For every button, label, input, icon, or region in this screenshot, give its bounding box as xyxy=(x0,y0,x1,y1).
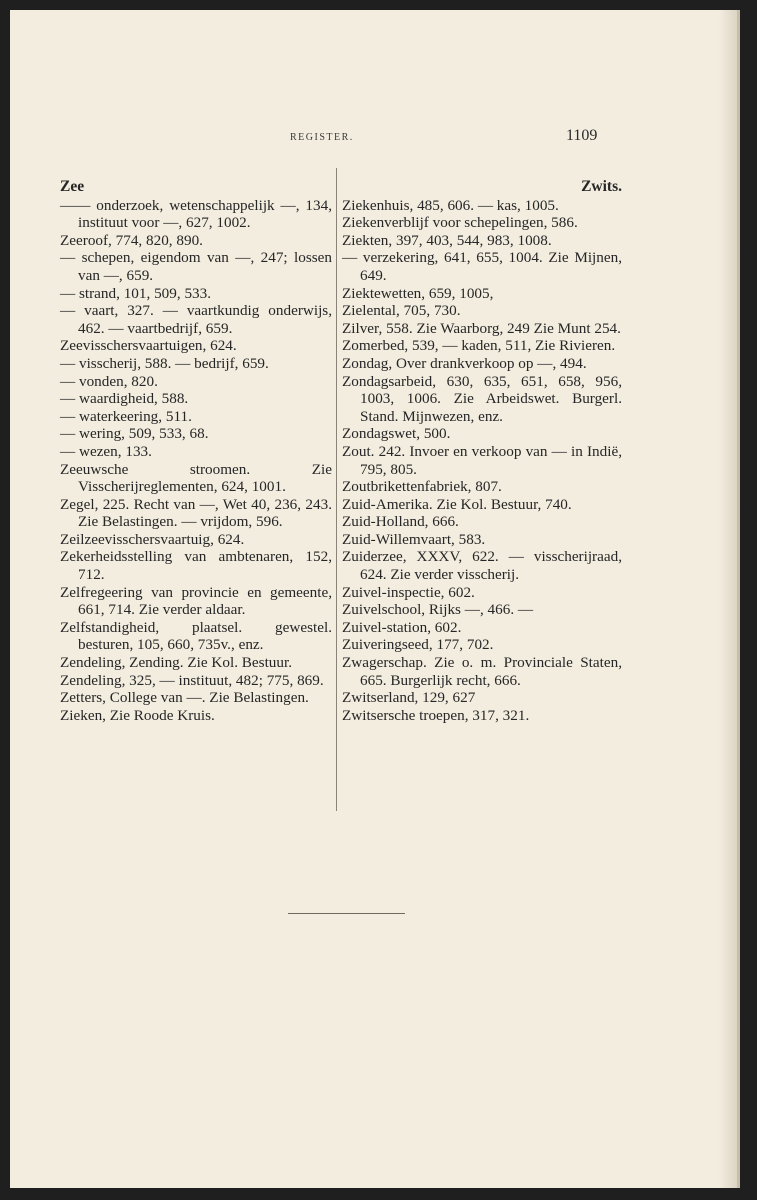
index-entry: Zuiderzee, XXXV, 622. — visscherijraad, 624. Zie verder visscherij. xyxy=(342,548,622,584)
left-running-head: Zee xyxy=(60,178,85,195)
index-entry: Zuid-Willemvaart, 583. xyxy=(342,530,486,548)
index-entry: Zomerbed, 539, — kaden, 511, Zie Rivieren. xyxy=(342,337,616,355)
index-entry: Zeeuwsche stroomen. Zie Visscherijreglementen, 624, 1001. xyxy=(60,460,332,496)
right-running-head: Zwits. xyxy=(581,178,622,195)
index-entry: Zwagerschap. Zie o. m. Provinciale Staten, 665. Burgerlijk recht, 666. xyxy=(342,654,622,689)
index-entry: Zwitserland, 129, 627 xyxy=(342,689,476,707)
index-entry: Zondagsarbeid, 630, 635, 651, 658, 956, 1003, 1006. Zie Arbeidswet. Burgerl. Stand. Mijnwezen, enz. xyxy=(342,372,622,425)
index-entry: Ziekenhuis, 485, 606. — kas, 1005. xyxy=(342,196,559,214)
index-entry: Zuivel-inspectie, 602. xyxy=(342,583,475,601)
index-entry: Zeilzeevisschersvaartuig, 624. xyxy=(60,530,245,548)
index-entry: Zekerheidsstelling van ambtenaren, 152, 712. xyxy=(60,548,332,584)
index-entry: Zielental, 705, 730. xyxy=(342,302,461,320)
index-entry: Zuid-Holland, 666. xyxy=(342,513,459,531)
index-entry: Zuivel-station, 602. xyxy=(342,618,462,636)
index-entry: Zuiveringseed, 177, 702. xyxy=(342,636,494,654)
index-entry: — schepen, eigendom van —, 247; lossen van —, 659. xyxy=(60,249,332,284)
index-entry: Zieken, Zie Roode Kruis. xyxy=(60,706,215,724)
index-entry: Zout. 242. Invoer en verkoop van — in Indië, 795, 805. xyxy=(342,442,622,478)
index-entry: Zondagswet, 500. xyxy=(342,425,451,443)
index-entry: — waterkeering, 511. xyxy=(60,407,192,425)
index-entry: — visscherij, 588. — bedrijf, 659. xyxy=(60,354,269,372)
index-entry: Zuivelschool, Rijks —, 466. — xyxy=(342,601,534,619)
index-entry: Zelfregeering van provincie en gemeente, 661, 714. Zie verder aldaar. xyxy=(60,583,332,619)
footer-rule xyxy=(288,913,405,914)
index-entry: — vonden, 820. xyxy=(60,372,158,390)
index-entry: — strand, 101, 509, 533. xyxy=(60,284,212,302)
index-entry: — vaart, 327. — vaartkundig onderwijs, 462. — vaartbedrijf, 659. xyxy=(60,302,332,337)
index-entry: Zilver, 558. Zie Waarborg, 249 Zie Munt 254. xyxy=(342,319,621,337)
left-entry-list xyxy=(60,197,332,725)
index-entry: — verzekering, 641, 655, 1004. Zie Mijnen, 649. xyxy=(342,249,622,284)
page-header-label: REGISTER. xyxy=(290,132,354,143)
index-entry: Ziekten, 397, 403, 544, 983, 1008. xyxy=(342,231,552,249)
index-entry: Zeevisschersvaartuigen, 624. xyxy=(60,337,237,355)
index-entry: — waardigheid, 588. xyxy=(60,390,189,408)
index-entry: Ziektewetten, 659, 1005, xyxy=(342,284,494,302)
index-entry: Zendeling, 325, — instituut, 482; 775, 869. xyxy=(60,671,324,689)
index-entry: — wezen, 133. xyxy=(60,442,152,460)
index-entry: Zondag, Over drankverkoop op —, 494. xyxy=(342,354,587,372)
index-entry: Zelfstandigheid, plaatsel. gewestel. besturen, 105, 660, 735v., enz. xyxy=(60,618,332,654)
book-page xyxy=(10,10,740,1188)
index-entry: — wering, 509, 533, 68. xyxy=(60,425,209,443)
index-entry: —— onderzoek, wetenschappelijk —, 134, instituut voor —, 627, 1002. xyxy=(60,196,332,232)
page-number: 1109 xyxy=(566,127,598,144)
index-entry: Ziekenverblijf voor schepelingen, 586. xyxy=(342,214,578,232)
index-entry: Zetters, College van —. Zie Belastingen. xyxy=(60,689,309,707)
index-entry: Zuid-Amerika. Zie Kol. Bestuur, 740. xyxy=(342,495,572,513)
index-entry: Zoutbrikettenfabriek, 807. xyxy=(342,478,502,496)
index-entry: Zwitsersche troepen, 317, 321. xyxy=(342,706,530,724)
column-divider xyxy=(336,168,337,811)
left-column xyxy=(60,178,332,724)
index-entry: Zendeling, Zending. Zie Kol. Bestuur. xyxy=(60,654,292,672)
index-entry: Zegel, 225. Recht van —, Wet 40, 236, 243. Zie Belastingen. — vrijdom, 596. xyxy=(60,495,332,531)
right-column xyxy=(342,178,622,724)
index-entry: Zeeroof, 774, 820, 890. xyxy=(60,231,203,249)
right-entry-list xyxy=(342,197,622,725)
